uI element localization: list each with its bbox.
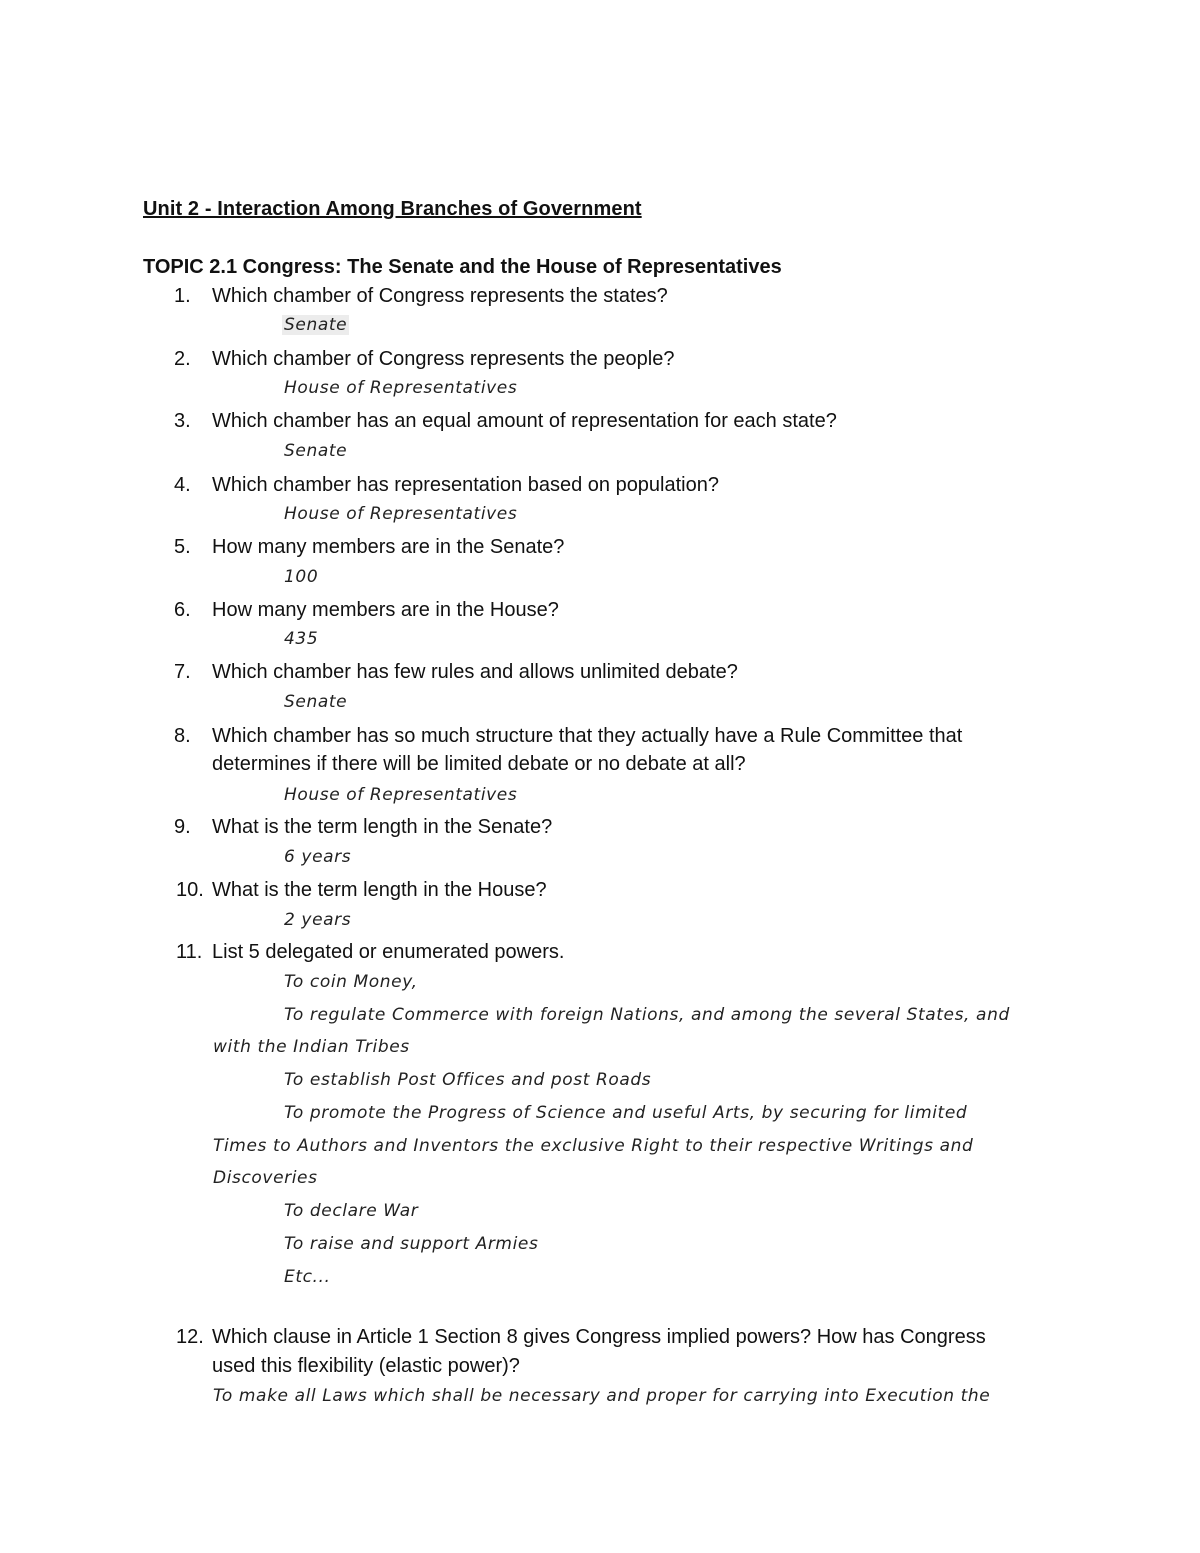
question-number: 1. xyxy=(174,285,191,307)
question-number: 5. xyxy=(174,536,191,558)
question-number: 8. xyxy=(174,725,191,747)
topic-title: TOPIC 2.1 Congress: The Senate and the House of Representatives xyxy=(143,256,782,278)
power-item: To coin Money, xyxy=(284,972,418,992)
answer-text: Senate xyxy=(284,692,348,712)
question-text: used this flexibility (elastic power)? xyxy=(212,1355,520,1377)
question-text: Which chamber of Congress represents the states? xyxy=(212,285,668,307)
answer-text: 2 years xyxy=(284,910,352,930)
answer-text: 100 xyxy=(284,567,319,587)
power-item-continuation: Discoveries xyxy=(213,1168,318,1188)
answer-text: House of Representatives xyxy=(284,785,518,805)
answer-text: To make all Laws which shall be necessary and proper for carrying into Execution the xyxy=(213,1386,991,1406)
power-item: To establish Post Offices and post Roads xyxy=(284,1070,652,1090)
question-number: 10. xyxy=(176,879,204,901)
answer-highlight: Senate xyxy=(284,315,348,335)
question-text: determines if there will be limited debate or no debate at all? xyxy=(212,753,746,775)
answer-text: House of Representatives xyxy=(284,504,518,524)
power-item: Etc... xyxy=(284,1267,331,1287)
question-number: 4. xyxy=(174,474,191,496)
question-text: What is the term length in the Senate? xyxy=(212,816,553,838)
question-text: Which chamber has representation based on population? xyxy=(212,474,719,496)
power-item-continuation: with the Indian Tribes xyxy=(213,1037,410,1057)
power-item: To regulate Commerce with foreign Nations, and among the several States, and xyxy=(284,1005,1010,1025)
answer-text: Senate xyxy=(284,441,348,461)
answer-text: 6 years xyxy=(284,847,352,867)
question-text: Which chamber has so much structure that they actually have a Rule Committee that xyxy=(212,725,963,747)
question-number: 6. xyxy=(174,599,191,621)
question-number: 12. xyxy=(176,1326,204,1348)
unit-title: Unit 2 - Interaction Among Branches of Government xyxy=(143,198,642,220)
power-item: To declare War xyxy=(284,1201,419,1221)
question-text: Which chamber has few rules and allows unlimited debate? xyxy=(212,661,738,683)
question-number: 9. xyxy=(174,816,191,838)
question-text: How many members are in the Senate? xyxy=(212,536,565,558)
question-text: Which chamber of Congress represents the people? xyxy=(212,348,675,370)
question-number: 3. xyxy=(174,410,191,432)
question-number: 2. xyxy=(174,348,191,370)
answer-text: House of Representatives xyxy=(284,378,518,398)
question-number: 11. xyxy=(176,941,203,963)
power-item-continuation: Times to Authors and Inventors the exclusive Right to their respective Writings and xyxy=(213,1136,974,1156)
question-text: List 5 delegated or enumerated powers. xyxy=(212,941,565,963)
question-text: Which clause in Article 1 Section 8 gives Congress implied powers? How has Congress xyxy=(212,1326,986,1348)
power-item: To promote the Progress of Science and useful Arts, by securing for limited xyxy=(284,1103,968,1123)
question-text: Which chamber has an equal amount of representation for each state? xyxy=(212,410,837,432)
question-number: 7. xyxy=(174,661,191,683)
answer-text: 435 xyxy=(284,629,319,649)
question-text: How many members are in the House? xyxy=(212,599,559,621)
power-item: To raise and support Armies xyxy=(284,1234,539,1254)
question-text: What is the term length in the House? xyxy=(212,879,547,901)
answer-text xyxy=(282,315,349,335)
